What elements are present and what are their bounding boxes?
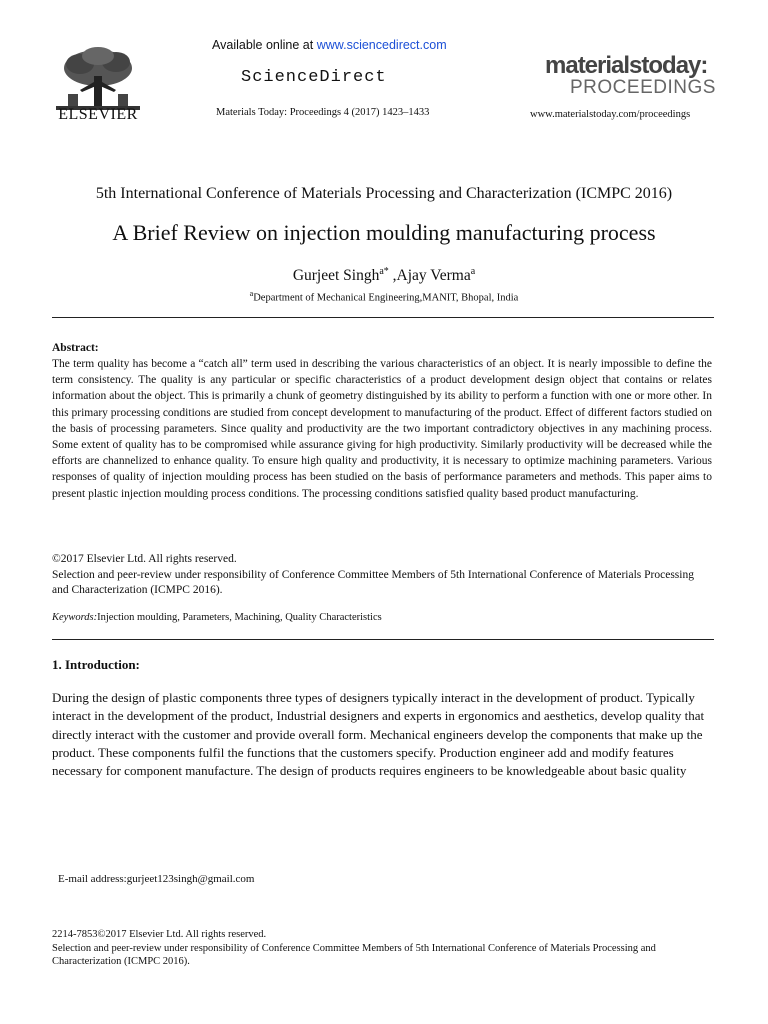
available-online <box>212 38 447 52</box>
author-1: Gurjeet Singh <box>292 267 380 285</box>
peer-review-line: Selection and peer-review under responsibility of Conference Committee Members of 5th International Conference of Materials Processing and Characterization (ICMPC 2016). <box>52 568 694 596</box>
available-prefix: Available online at <box>212 38 317 52</box>
author-1-superscript: a* <box>379 266 389 277</box>
paper-title: A Brief Review on injection moulding manufacturing process <box>112 220 656 245</box>
affiliation <box>0 289 768 304</box>
journal-reference: Materials Today: Proceedings 4 (2017) 1423–1433 <box>216 107 430 118</box>
keywords-label: Keywords: <box>52 612 98 623</box>
email-address: E-mail address:gurjeet123singh@gmail.com <box>58 873 255 885</box>
footer <box>52 928 714 969</box>
materials-today-logo: materialstoday: <box>545 52 708 79</box>
footer-peer-review: Selection and peer-review under responsibility of Conference Committee Members of 5th International Conference of Materials Processing and Characterization (ICMPC 2016). <box>52 942 656 967</box>
divider-middle <box>52 639 714 640</box>
author-2: Ajay Verma <box>396 267 471 285</box>
author-separator: , <box>388 267 397 285</box>
proceedings-logo: PROCEEDINGS <box>570 77 716 98</box>
sciencedirect-title: ScienceDirect <box>241 68 387 87</box>
introduction-text: During the design of plastic components three types of designers typically interact in the development of product. Typically interact in the development of the product, Industrial designers and experts in ergonomics and aesthetics, develop quality that directly interact with the customer and provide overall form. Mechanical engineers develop the components that make up the product. These components fulfil the functions that the customers specify. Production engineer add and modify features necessary for component manufacture. The design of products requires engineers to be knowledgeable about basic quality <box>52 690 705 779</box>
publisher-name: ELSEVIER <box>58 106 138 123</box>
affiliation-text: Department of Mechanical Engineering,MANIT, Bhopal, India <box>253 292 519 304</box>
abstract-heading: Abstract: <box>52 342 99 354</box>
keywords <box>52 612 712 623</box>
sciencedirect-link[interactable]: www.sciencedirect.com <box>316 38 447 52</box>
keywords-text: Injection moulding, Parameters, Machining, Quality Characteristics <box>97 612 382 623</box>
divider-top <box>52 317 714 318</box>
affiliation-superscript: a <box>249 289 254 298</box>
author-list <box>0 266 768 285</box>
introduction-heading: 1. Introduction: <box>52 657 140 672</box>
conference-name: 5th International Conference of Materials Processing and Characterization (ICMPC 2016) <box>95 185 673 202</box>
author-2-superscript: a <box>470 266 476 277</box>
journal-url[interactable]: www.materialstoday.com/proceedings <box>530 109 691 120</box>
abstract-text: The term quality has become a “catch all” term used in describing the various characteristics of an object. It is nearly impossible to define the term consistency. The quality is any particular or specific characteristics of a product development design object that contains or relates information about the object. This is primarily a chunk of geometry distinguished by its ability to perform a function with one or more other. In this primary processing conditions are studied from concept development to manufacturing of the product. Effect of different factors studied on the basis of processing parameters. Since quality and productivity are the two important contradictory objectives in any machining process. Some extent of quality has to be compromised while assurance giving for high productivity. Similarly productivity will be decreased while the efforts are channelized to enhance quality. To ensure high quality and productivity, it is necessary to optimize machining parameters. Various responses of quality of injection moulding process has been studied on the basis of performance parameters and methods. This paper aims to present plastic injection moulding process conditions. The processing conditions satisfied quality based product manufacturing. <box>52 358 712 500</box>
copyright-line: ©2017 Elsevier Ltd. All rights reserved. <box>52 553 237 565</box>
issn-line: 2214-7853©2017 Elsevier Ltd. All rights reserved. <box>52 929 267 940</box>
copyright-block <box>52 552 712 599</box>
